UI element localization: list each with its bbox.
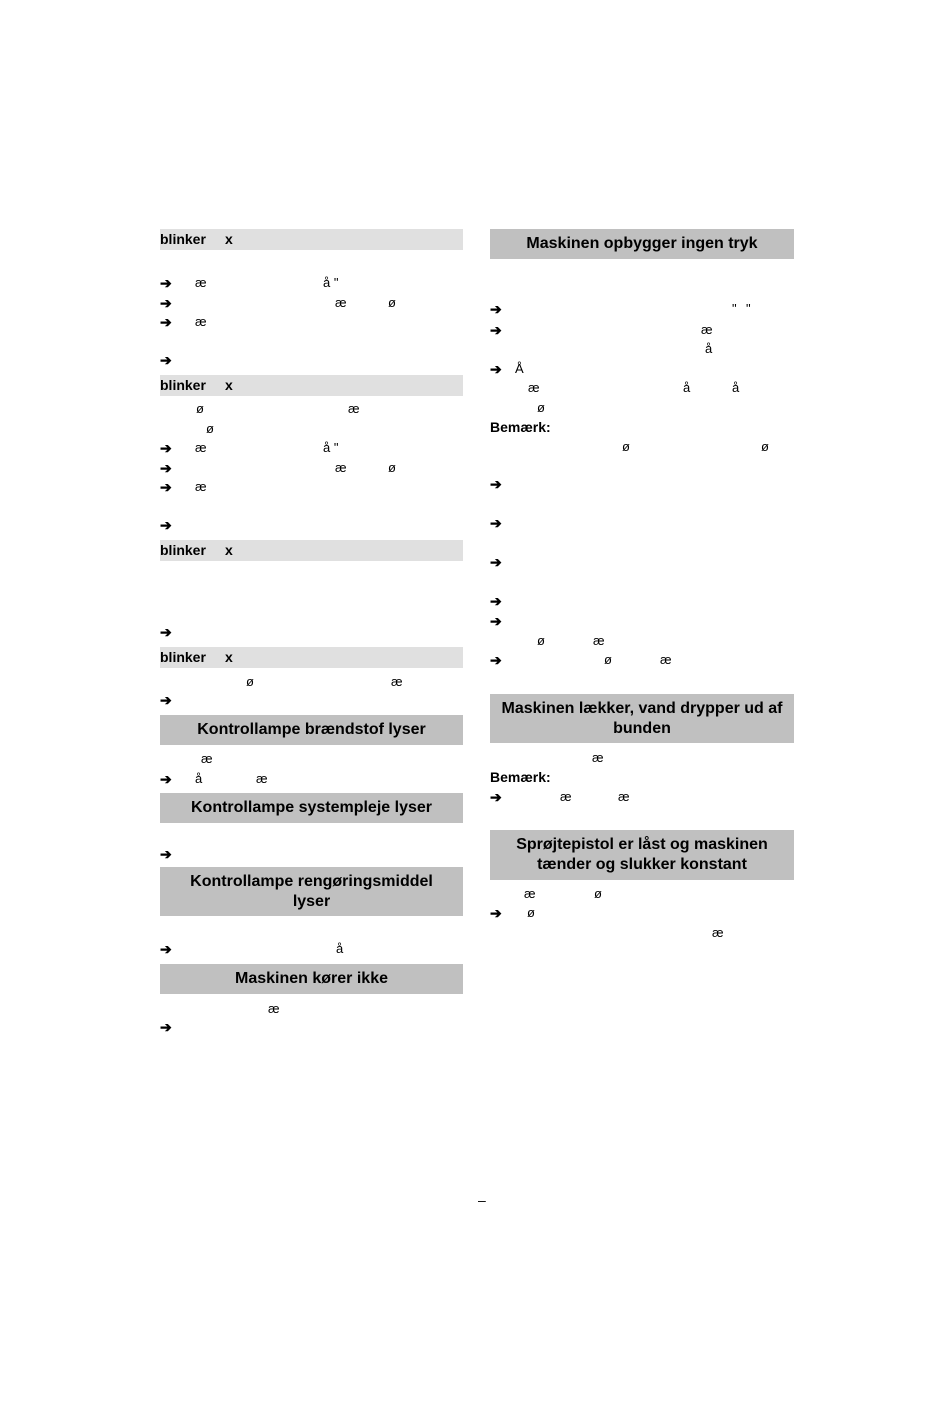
arrow-icon: ➔ — [160, 440, 172, 456]
char: æ — [712, 925, 724, 940]
char: æ — [256, 771, 268, 786]
arrow-icon: ➔ — [160, 275, 172, 291]
arrow-icon: ➔ — [490, 554, 502, 570]
section-header-fuel-lamp — [160, 715, 463, 745]
char: æ — [592, 750, 604, 765]
char: å — [705, 341, 713, 356]
char: æ — [195, 440, 207, 455]
arrow-icon: ➔ — [160, 314, 172, 330]
char: ø — [246, 674, 254, 689]
char: ø — [388, 460, 396, 475]
section-title: Kontrollampe rengøringsmiddel lyser — [190, 872, 433, 910]
char: æ — [560, 789, 572, 804]
blinker-row-4 — [160, 647, 463, 668]
char: å — [683, 380, 691, 395]
char: ø — [196, 401, 204, 416]
arrow-icon: ➔ — [160, 352, 172, 368]
char: ø — [622, 439, 630, 454]
arrow-icon: ➔ — [490, 789, 502, 805]
arrow-icon: ➔ — [160, 1019, 172, 1035]
arrow-icon: ➔ — [490, 613, 502, 629]
section-title: Sprøjtepistol er låst og maskinen tænder og slukker konstant — [516, 836, 768, 873]
page-number: – — [478, 1192, 486, 1208]
left-column — [160, 0, 463, 1420]
char: ø — [537, 633, 545, 648]
char: å " — [323, 440, 339, 455]
arrow-icon: ➔ — [160, 479, 172, 495]
char: æ — [528, 380, 540, 395]
section-header-leaking — [490, 694, 794, 743]
char: æ — [524, 886, 536, 901]
char: å — [195, 771, 203, 786]
note-label: Bemærk: — [490, 419, 551, 435]
arrow-icon: ➔ — [490, 361, 502, 377]
arrow-icon: ➔ — [490, 905, 502, 921]
blinker-count: x — [225, 649, 233, 665]
char: ø — [594, 886, 602, 901]
arrow-icon: ➔ — [490, 593, 502, 609]
char: å — [336, 941, 344, 956]
char: æ — [335, 295, 347, 310]
section-header-system-care-lamp — [160, 793, 463, 823]
arrow-icon: ➔ — [490, 515, 502, 531]
char: ø — [527, 905, 535, 920]
char: æ — [335, 460, 347, 475]
char: æ — [195, 479, 207, 494]
char: ø — [761, 439, 769, 454]
arrow-icon: ➔ — [160, 771, 172, 787]
char: æ — [660, 652, 672, 667]
blinker-label: blinker — [160, 231, 206, 247]
arrow-icon: ➔ — [160, 517, 172, 533]
section-title: Maskinen kører ikke — [235, 970, 388, 987]
blinker-count: x — [225, 542, 233, 558]
char: æ — [195, 314, 207, 329]
arrow-icon: ➔ — [160, 295, 172, 311]
char: æ — [268, 1001, 280, 1016]
arrow-icon: ➔ — [490, 476, 502, 492]
right-column — [490, 0, 794, 1420]
char: æ — [701, 322, 713, 337]
arrow-icon: ➔ — [160, 941, 172, 957]
section-header-machine-not-running — [160, 964, 463, 994]
char: æ — [201, 751, 213, 766]
note-label: Bemærk: — [490, 769, 551, 785]
section-header-no-pressure — [490, 229, 794, 259]
char: å " — [323, 275, 339, 290]
arrow-icon: ➔ — [160, 460, 172, 476]
char: æ — [391, 674, 403, 689]
char: æ — [618, 789, 630, 804]
arrow-icon: ➔ — [490, 652, 502, 668]
section-title: Kontrollampe systempleje lyser — [191, 799, 432, 816]
arrow-icon: ➔ — [160, 846, 172, 862]
char: ø — [537, 400, 545, 415]
blinker-count: x — [225, 231, 233, 247]
blinker-count: x — [225, 377, 233, 393]
arrow-icon: ➔ — [490, 301, 502, 317]
blinker-label: blinker — [160, 542, 206, 558]
char: " — [732, 301, 737, 316]
section-header-detergent-lamp — [160, 867, 463, 916]
blinker-label: blinker — [160, 377, 206, 393]
section-title: Kontrollampe brændstof lyser — [197, 721, 426, 738]
section-title: Maskinen opbygger ingen tryk — [526, 235, 758, 252]
char: ø — [206, 421, 214, 436]
arrow-icon: ➔ — [160, 692, 172, 708]
blinker-row-2 — [160, 375, 463, 396]
char: ø — [604, 652, 612, 667]
arrow-icon: ➔ — [490, 322, 502, 338]
section-title: Maskinen lækker, vand drypper ud af bunden — [501, 699, 783, 737]
char: Å — [515, 361, 524, 376]
char: æ — [348, 401, 360, 416]
blinker-row-3 — [160, 540, 463, 561]
char: " — [746, 301, 751, 316]
char: å — [732, 380, 740, 395]
char: æ — [593, 633, 605, 648]
blinker-row-1 — [160, 229, 463, 250]
char: æ — [195, 275, 207, 290]
section-header-spray-gun-locked — [490, 830, 794, 880]
blinker-label: blinker — [160, 649, 206, 665]
char: ø — [388, 295, 396, 310]
arrow-icon: ➔ — [160, 624, 172, 640]
